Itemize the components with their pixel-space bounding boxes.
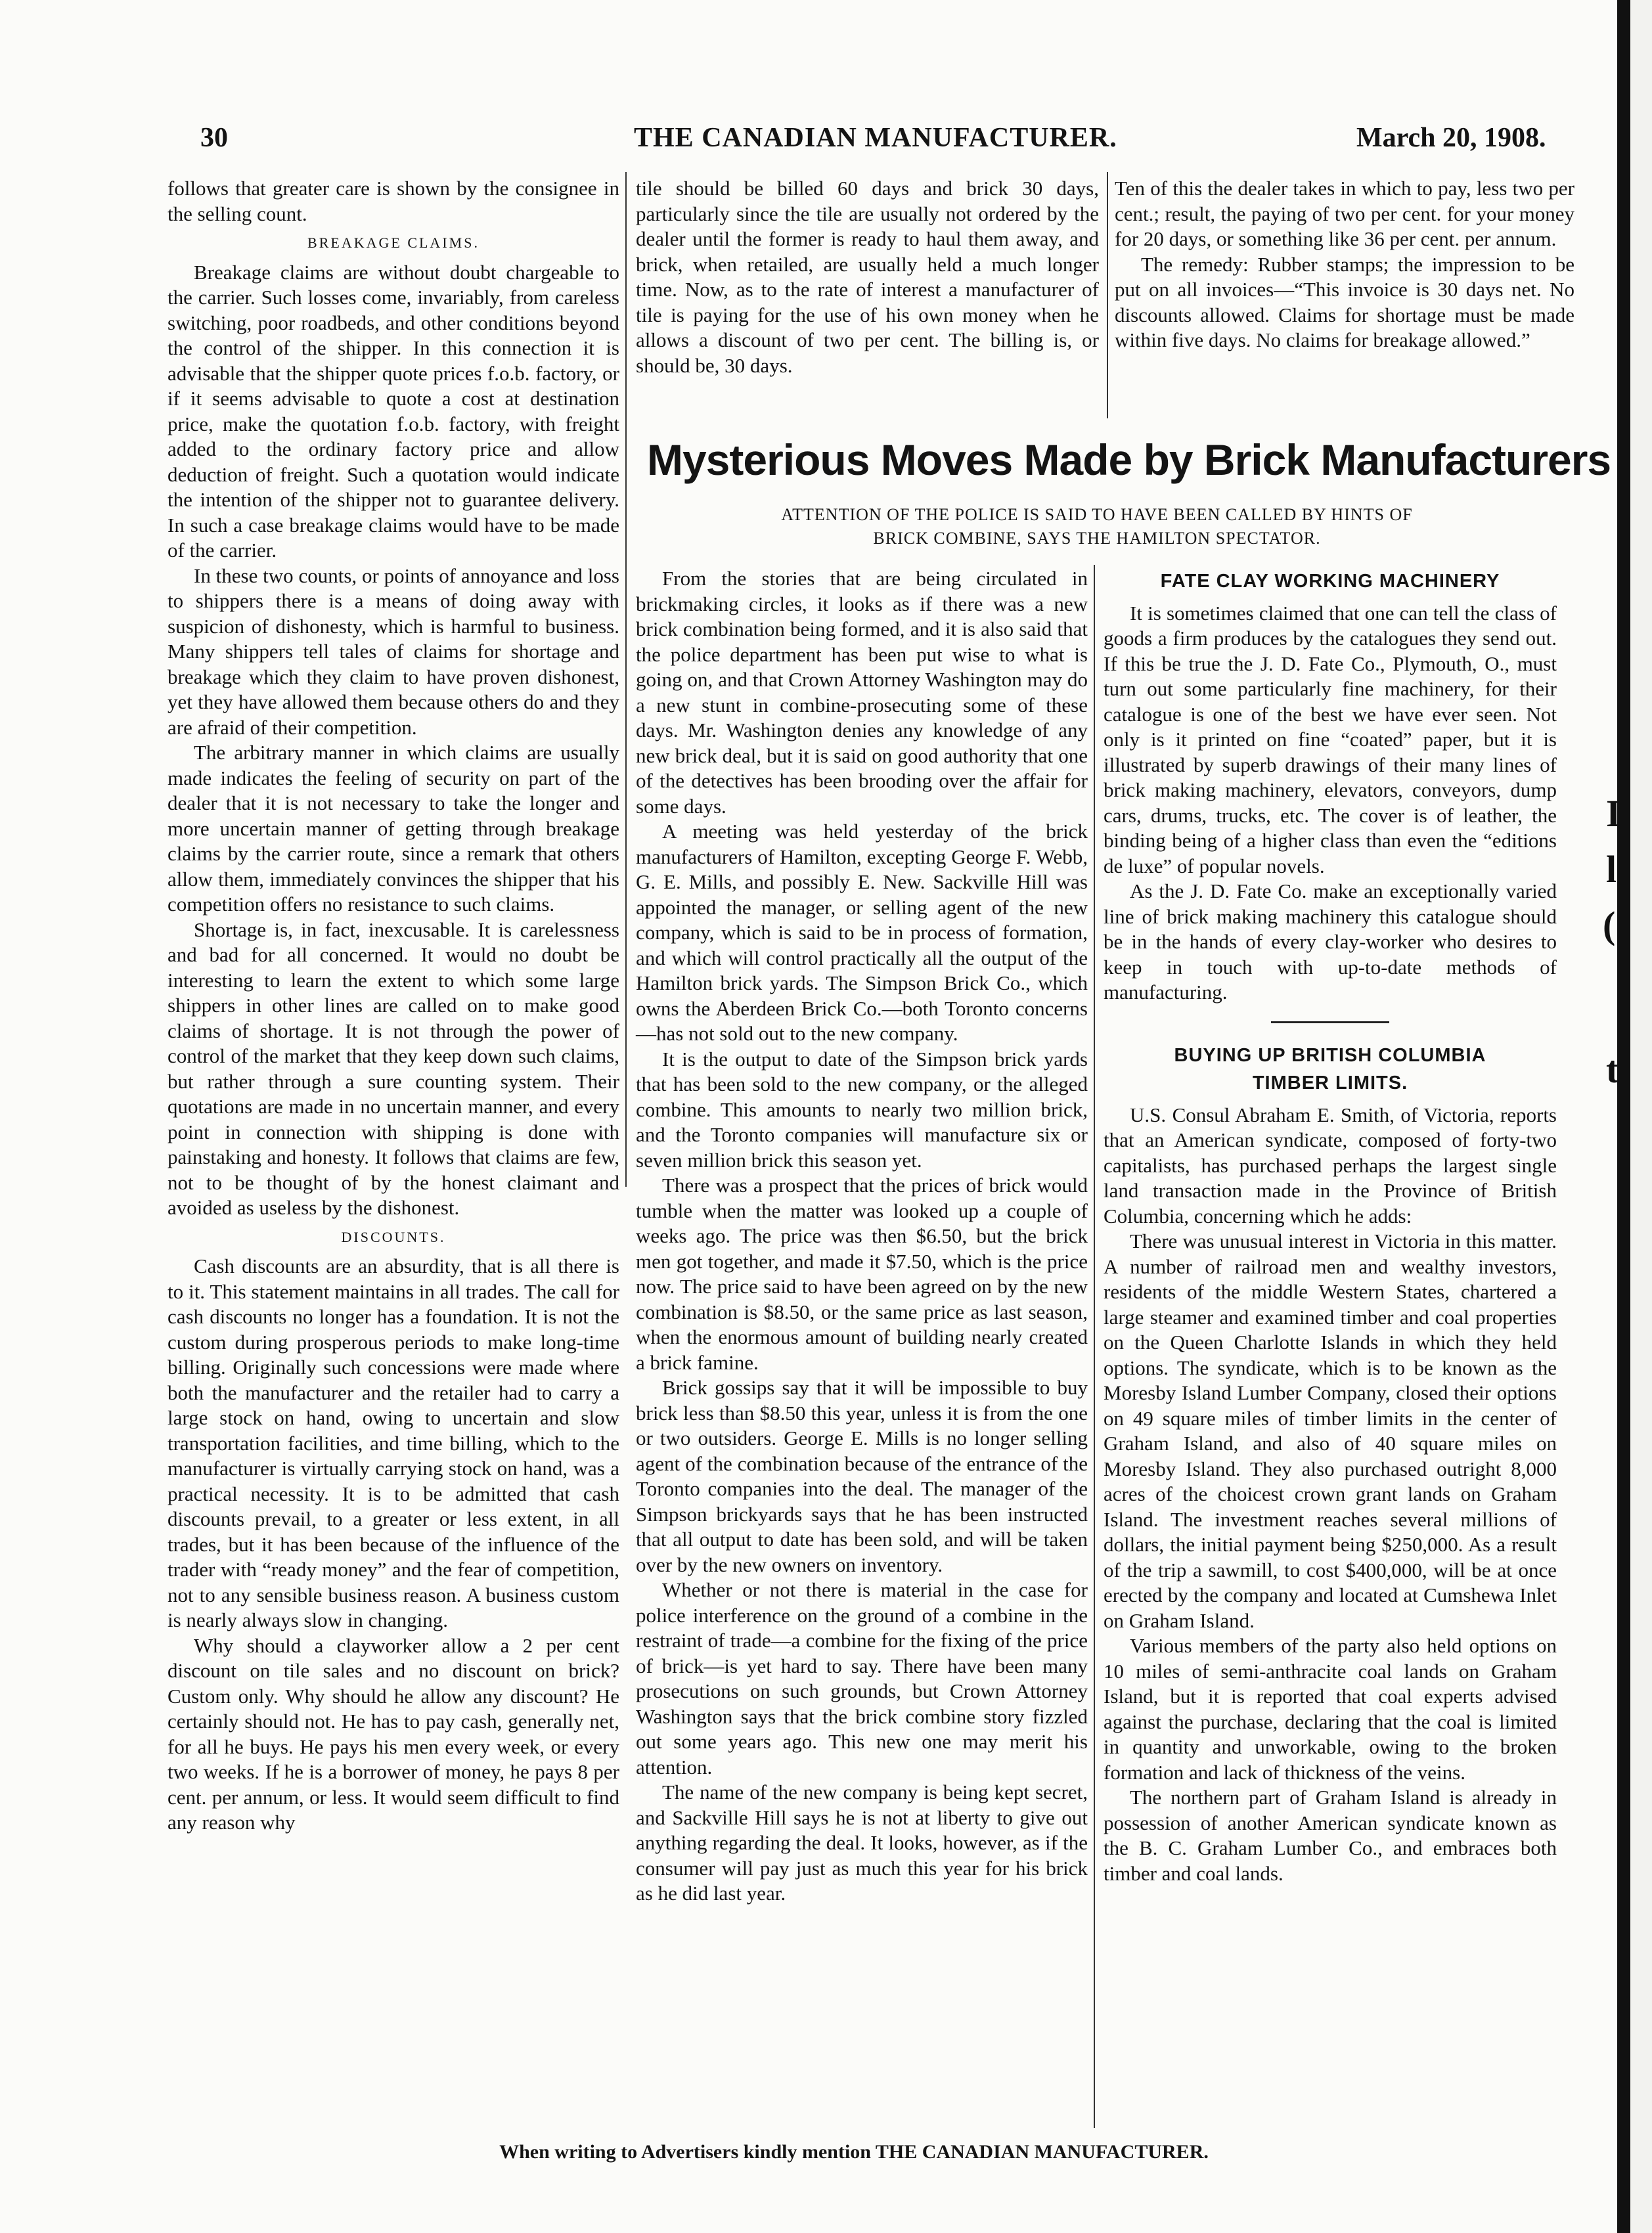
paragraph: The northern part of Graham Island is already in possession of another American syndicate known as the B. C. Graham Lumber Co., and embraces both timber and coal lands. <box>1104 1786 1557 1885</box>
scan-margin <box>1630 0 1652 2233</box>
paragraph: There was a prospect that the prices of brick would tumble when the matter was looked up a couple of weeks ago. The price was then $6.50, but the brick men got together, and made it $7.50, which is the price now. The price said to have been agreed on by the new combination is $8.50, or the same price as last season, when the enormous amount of building nearly created a brick famine. <box>636 1174 1088 1374</box>
left-column <box>167 176 619 1836</box>
paragraph: Breakage claims are without doubt chargeable to the carrier. Such losses come, invariably, from careless switching, poor roadbeds, and other conditions beyond the control of the shipper. In this connection it is advisable that the shipper quote prices f.o.b. factory, or if it seems advisable to quote a cost at destination price, make the quotation f.o.b. factory, with freight added to the ordinary factory price and allow deduction of freight. Such a quotation would indicate the intention of the shipper not to guarantee delivery. In such a case breakage claims would have to be made of the carrier. <box>167 260 619 562</box>
article-headline: Mysterious Moves Made by Brick Manufacturers <box>647 435 1611 484</box>
edge-mark: I <box>1606 792 1621 835</box>
article-column <box>636 566 1088 1907</box>
section-divider <box>1271 1021 1389 1023</box>
paragraph: As the J. D. Fate Co. make an exceptionally varied line of brick making machinery this catalogue should be in the hands of every clay-worker who desires to keep in touch with up-to-date methods of manufacturing. <box>1104 879 1557 1004</box>
scan-edge-bar <box>1617 0 1630 2233</box>
column-rule <box>625 172 627 1187</box>
paragraph: Whether or not there is material in the case for police interference on the ground of a combine in the restraint of trade—a combine for the fixing of the price of brick—is yet hard to say. There have been many prosecutions on such grounds, but Crown Attorney Washington says that the brick combine story fizzled out some years ago. This new one may merit his attention. <box>636 1578 1088 1779</box>
right-top-column <box>1115 176 1574 353</box>
paragraph: tile should be billed 60 days and brick 30 days, particularly since the tile are usually not ordered by the dealer until the former is ready to haul them away, and brick, when retailed, are usually held a much longer time. Now, as to the rate of interest a manufacturer of tile is paying for the use of his own money when he allows a discount of two per cent. The billing is, or should be, 30 days. <box>636 177 1099 377</box>
edge-mark: ( <box>1603 904 1616 946</box>
paragraph: The arbitrary manner in which claims are usually made indicates the feeling of security on part of the dealer that it is not necessary to take the longer and more uncertain manner of getting through breakage claims by the carrier route, since a remark that others allow them, immediately convinces the shipper that his competition offers no resistance to such claims. <box>167 741 619 916</box>
paragraph: Cash discounts are an absurdity, that is all there is to it. This statement maintains in all trades. The call for cash discounts no longer has a foundation. It is not the custom during prosperous periods to make long-time billing. Originally such concessions were made where both the manufacturer and the retailer had to carry a large stock on hand, owing to uncertain and slow transportation facilities, and time billing, which to the manufacturer is virtually carrying stock on hand, was a practical necessity. It is to be admitted that cash discounts prevail, to a greater or less extent, in all trades, but it has been because of the influence of the trader with “ready money” and the fear of competition, not to any sensible business reason. A business custom is nearly always slow in changing. <box>167 1254 619 1631</box>
section-heading: TIMBER LIMITS. <box>1252 1072 1408 1094</box>
edge-mark: l <box>1606 848 1617 891</box>
page-number: 30 <box>200 123 228 153</box>
paragraph: Ten of this the dealer takes in which to pay, less two per cent.; result, the paying of two per cent. for your money for 20 days, or something like 36 per cent. per annum. <box>1115 177 1574 250</box>
paragraph: It is the output to date of the Simpson brick yards that has been sold to the new company, or the alleged combine. This amounts to nearly two million brick, and the Toronto companies will manufacture six or seven million brick this season yet. <box>636 1047 1088 1172</box>
column-rule <box>1094 565 1095 2128</box>
paragraph: follows that greater care is shown by the consignee in the selling count. <box>167 177 619 225</box>
paragraph: Why should a clayworker allow a 2 per cent discount on tile sales and no discount on brick? Custom only. Why should he allow any discount? He certainly should not. He has to pay cash, generally net, for all he buys. He pays his men every week, or every two weeks. If he is a borrower of money, he pays 8 per cent. per annum, or less. It would seem difficult to find any reason why <box>167 1633 619 1834</box>
paragraph: In these two counts, or points of annoyance and loss to shippers there is a means of doing away with suspicion of dishonesty, which is harmful to business. Many shippers tell tales of claims for shortage and breakage which they claim to have proven dishonest, yet they have allowed them because others do and they are afraid of their competition. <box>167 564 619 739</box>
section-heading: BREAKAGE CLAIMS. <box>307 234 480 251</box>
paragraph: U.S. Consul Abraham E. Smith, of Victoria, reports that an American syndicate, composed of forty-two capitalists, has purchased perhaps the largest single land transaction made in the Province of British Columbia, concerning which he adds: <box>1104 1103 1557 1227</box>
section-heading: BUYING UP BRITISH COLUMBIA <box>1174 1044 1486 1066</box>
footer-note: When writing to Advertisers kindly mention THE CANADIAN MANUFACTURER. <box>499 2141 1209 2163</box>
article-deck <box>657 503 1537 550</box>
issue-date: March 20, 1908. <box>1356 123 1546 153</box>
section-heading: FATE CLAY WORKING MACHINERY <box>1160 571 1500 592</box>
section-heading: DISCOUNTS. <box>341 1228 446 1245</box>
column-rule <box>1107 172 1108 418</box>
paragraph: The name of the new company is being kept secret, and Sackville Hill says he is not at liberty to give out anything regarding the deal. It looks, however, as if the consumer will pay just as much this year for his brick as he did last year. <box>636 1780 1088 1905</box>
deck-line: BRICK COMBINE, SAYS THE HAMILTON SPECTATOR. <box>873 529 1321 548</box>
paragraph: From the stories that are being circulated in brickmaking circles, it looks as if there was a new brick combination being formed, and it is also said that the police department has been put wise to what is going on, and that Crown Attorney Washington may do a new stunt in combine-prosecuting some of these days. Mr. Washington denies any knowledge of any new brick deal, but it is said on good authority that one of the detectives has been brooding over the affair for some days. <box>636 567 1088 818</box>
paragraph: The remedy: Rubber stamps; the impression to be put on all invoices—“This invoice is 30 days net. No discounts allowed. Claims for shortage must be made within five days. No claims for breakage allowed.” <box>1115 252 1574 351</box>
publication-title: THE CANADIAN MANUFACTURER. <box>634 123 1117 153</box>
middle-top-column <box>636 176 1099 378</box>
deck-line: ATTENTION OF THE POLICE IS SAID TO HAVE BEEN CALLED BY HINTS OF <box>781 505 1413 524</box>
paragraph: Shortage is, in fact, inexcusable. It is carelessness and bad for all concerned. It would no doubt be interesting to learn the extent to which some large shippers in other lines are called on to make good claims of shortage. It is not through the power of control of the market that they keep down such claims, but rather through a sure counting system. Their quotations are made in no uncertain manner, and every point in connection with shipping is done with painstaking and honesty. It follows that claims are few, not to be thought of by the honest claimant and avoided as useless by the dishonest. <box>167 918 619 1219</box>
paragraph: A meeting was held yesterday of the brick manufacturers of Hamilton, excepting George F. Webb, G. E. Mills, and possibly E. New. Sackville Hill was appointed the manager, or selling agent of the new company, which is said to be in process of formation, and which will control practically all the output of the Hamilton brick yards. The Simpson Brick Co., which owns the Aberdeen Brick Co.—both Toronto concerns—has not sold out to the new company. <box>636 820 1088 1045</box>
right-lower-column <box>1104 566 1557 1886</box>
paragraph: Brick gossips say that it will be impossible to buy brick less than $8.50 this year, unless it is from the one or two outsiders. George E. Mills is no longer selling agent of the combination because of the entrance of the Toronto companies into the deal. The manager of the Simpson brickyards says that he has been instructed that all output to date has been sold, and will be taken over by the new owners on inventory. <box>636 1376 1088 1576</box>
edge-mark: t <box>1606 1048 1619 1091</box>
paragraph: It is sometimes claimed that one can tell the class of goods a firm produces by the catalogues they send out. If this be true the J. D. Fate Co., Plymouth, O., must turn out some particularly fine machinery, for their catalogue is one of the best we have ever seen. Not only is it printed on fine “coated” paper, but it is illustrated by superb drawings of their many lines of brick making machinery, elevators, conveyors, dump cars, drums, trucks, etc. The cover is of leather, the binding being of a higher class than even the “editions de luxe” of popular novels. <box>1104 601 1557 877</box>
paragraph: Various members of the party also held options on 10 miles of semi-anthracite coal lands on Graham Island, but it is reported that coal experts advised against the purchase, declaring that the coal is limited in quantity and unworkable, owing to the broken formation and lack of thickness of the veins. <box>1104 1634 1557 1784</box>
paragraph: There was unusual interest in Victoria in this matter. A number of railroad men and wealthy investors, residents of the middle Western States, chartered a large steamer and examined timber and coal properties on the Queen Charlotte Islands in which they held options. The syndicate, which is to be known as the Moresby Island Lumber Company, closed their options on 49 square miles of timber limits in the center of Graham Island, and also of 40 square miles on Moresby Island. They also purchased outright 8,000 acres of the choicest crown grant lands on Graham Island. The investment reaches several millions of dollars, the initial payment being $250,000. As a result of the trip a sawmill, to cost $400,000, will be at once erected by the company and located at Cumshewa Inlet on Graham Island. <box>1104 1229 1557 1632</box>
